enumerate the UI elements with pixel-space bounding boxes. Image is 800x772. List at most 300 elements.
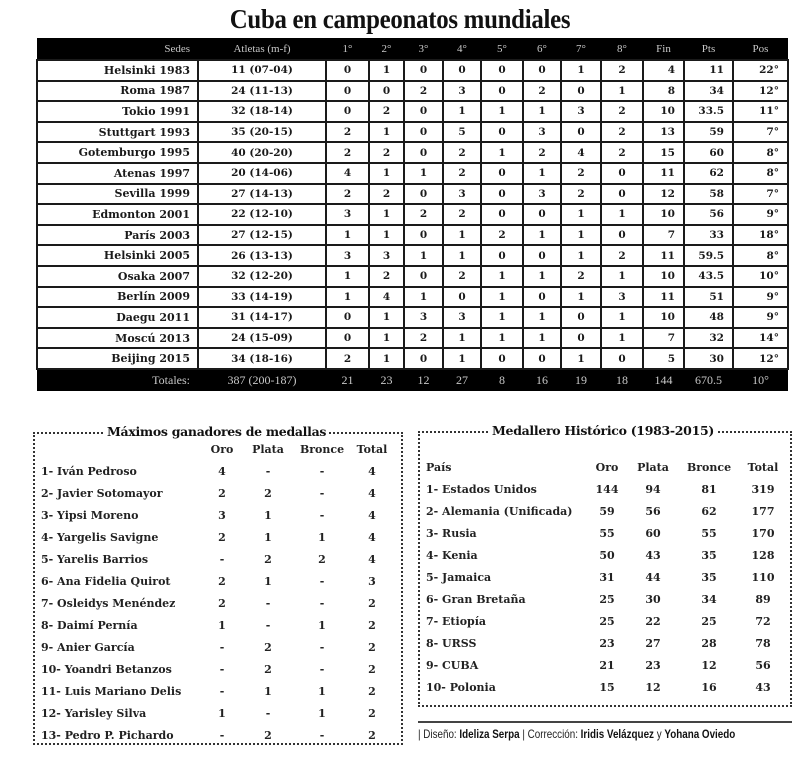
country-name: 7- Etiopía [426, 614, 487, 628]
table-cell: 0 [404, 266, 443, 287]
medal-count: 78 [755, 636, 771, 650]
medal-count: - [265, 618, 271, 632]
table-cell: 0 [481, 204, 523, 225]
table-cell: 0 [523, 348, 561, 369]
medal-count: 1 [218, 618, 226, 632]
medal-count: 128 [751, 548, 775, 562]
venue-cell: Moscú 2013 [37, 328, 198, 349]
and-word: y [656, 727, 662, 741]
table-cell: 5 [443, 122, 481, 143]
table-row [37, 287, 788, 308]
table-cell: 10° [733, 266, 788, 287]
totals-cell: 21 [326, 369, 369, 391]
medal-count: 4 [368, 486, 376, 500]
table-cell: 26 (13-13) [198, 245, 326, 266]
medal-count: 4 [368, 508, 376, 522]
medal-count: - [319, 464, 325, 478]
table-row [37, 348, 788, 369]
table-cell: 0 [523, 287, 561, 308]
medal-count: 56 [755, 658, 771, 672]
table-cell: 2 [601, 245, 643, 266]
table-cell: 2 [561, 184, 601, 205]
table-cell: 27 (14-13) [198, 184, 326, 205]
table-cell: 1 [481, 287, 523, 308]
table-cell: 30 [684, 348, 733, 369]
medal-count: - [265, 464, 271, 478]
table-cell: 27 (12-15) [198, 225, 326, 246]
table-cell: 4 [369, 287, 404, 308]
table-cell: 62 [684, 163, 733, 184]
venue-cell: Roma 1987 [37, 81, 198, 102]
medal-count: 2 [368, 706, 376, 720]
table-cell: 34 (18-16) [198, 348, 326, 369]
list-item [41, 636, 393, 658]
table-cell: 0 [404, 101, 443, 122]
table-cell: 3 [404, 307, 443, 328]
table-cell: 59.5 [684, 245, 733, 266]
medal-count: 2 [218, 596, 226, 610]
medal-count: 319 [751, 482, 775, 496]
country-name: 1- Estados Unidos [426, 482, 537, 496]
medal-count: 25 [701, 614, 717, 628]
table-cell: 59 [684, 122, 733, 143]
medal-count: 55 [701, 526, 717, 540]
totals-cell: 18 [601, 369, 643, 391]
medal-count: 4 [368, 530, 376, 544]
column-header: Plata [252, 442, 284, 456]
medal-count: 1 [318, 684, 326, 698]
venue-cell: Helsinki 1983 [37, 60, 198, 81]
table-cell: 1 [404, 287, 443, 308]
championships-table [36, 38, 789, 391]
table-cell: 9° [733, 287, 788, 308]
table-cell: 0 [369, 81, 404, 102]
list-item [41, 680, 393, 702]
medal-count: - [219, 552, 225, 566]
table-cell: 1 [601, 328, 643, 349]
corrector-name: Iridis Velázquez [580, 727, 654, 741]
medal-count: 1 [318, 706, 326, 720]
country-name: 5- Jamaica [426, 570, 492, 584]
table-cell: 1 [523, 225, 561, 246]
table-cell: 0 [481, 163, 523, 184]
table-cell: 1 [326, 225, 369, 246]
table-cell: 2 [369, 266, 404, 287]
table-cell: 1 [443, 245, 481, 266]
medal-count: 4 [218, 464, 226, 478]
table-cell: 2 [404, 328, 443, 349]
medal-count: - [319, 574, 325, 588]
medal-count: - [319, 728, 325, 742]
table-cell: 0 [523, 60, 561, 81]
table-cell: 0 [326, 101, 369, 122]
table-cell: 34 [684, 81, 733, 102]
table-cell: 0 [326, 307, 369, 328]
table-cell: 8° [733, 163, 788, 184]
table-cell: 3 [561, 101, 601, 122]
medal-count: 2 [368, 684, 376, 698]
table-cell: 0 [443, 60, 481, 81]
table-cell: 43.5 [684, 266, 733, 287]
medal-count: - [319, 508, 325, 522]
table-cell: 18° [733, 225, 788, 246]
table-cell: 1 [443, 225, 481, 246]
athlete-name: 1- Iván Pedroso [41, 464, 137, 478]
medal-count: - [319, 486, 325, 500]
historic-medals-header-row [426, 456, 786, 478]
column-header: Oro [210, 442, 234, 456]
medal-count: 2 [368, 728, 376, 742]
medal-count: 2 [218, 486, 226, 500]
table-cell: 0 [561, 122, 601, 143]
table-cell: 1 [561, 287, 601, 308]
table-cell: 2 [443, 163, 481, 184]
medal-count: 22 [645, 614, 661, 628]
footer-separator: | [418, 727, 421, 741]
table-cell: 0 [326, 60, 369, 81]
column-header: Bronce [299, 442, 345, 456]
table-cell: 12° [733, 81, 788, 102]
table-cell: 1 [369, 225, 404, 246]
table-cell: 1 [601, 81, 643, 102]
list-item [426, 588, 786, 610]
column-header: 4° [443, 38, 481, 60]
table-cell: 3 [523, 122, 561, 143]
table-cell: 0 [481, 81, 523, 102]
column-header: Plata [637, 460, 669, 474]
table-row [37, 163, 788, 184]
table-row [37, 81, 788, 102]
medal-count: 1 [218, 706, 226, 720]
table-cell: 1 [561, 225, 601, 246]
table-cell: 8 [643, 81, 684, 102]
venue-cell: Edmonton 2001 [37, 204, 198, 225]
list-item [426, 566, 786, 588]
table-cell: 12° [733, 348, 788, 369]
table-row [37, 225, 788, 246]
medal-count: 12 [645, 680, 661, 694]
athlete-name: 13- Pedro P. Pichardo [41, 728, 174, 742]
totals-label: Totales: [37, 369, 198, 391]
table-cell: 0 [481, 184, 523, 205]
table-row [37, 266, 788, 287]
athlete-name: 8- Daimí Pernía [41, 618, 138, 632]
medal-count: 2 [264, 640, 272, 654]
table-cell: 1 [523, 307, 561, 328]
table-cell: 24 (11-13) [198, 81, 326, 102]
credits-footer [418, 727, 735, 741]
table-cell: 11° [733, 101, 788, 122]
totals-cell: 10° [733, 369, 788, 391]
column-header: Sedes [37, 38, 198, 60]
totals-cell: 8 [481, 369, 523, 391]
table-cell: 13 [643, 122, 684, 143]
table-cell: 32 [684, 328, 733, 349]
table-cell: 2 [326, 122, 369, 143]
table-cell: 0 [601, 163, 643, 184]
table-cell: 0 [404, 60, 443, 81]
venue-cell: París 2003 [37, 225, 198, 246]
medal-count: 43 [755, 680, 771, 694]
table-cell: 10 [643, 204, 684, 225]
column-header: 6° [523, 38, 561, 60]
correction-label: Corrección: [527, 727, 578, 741]
table-cell: 1 [369, 122, 404, 143]
table-cell: 1 [369, 60, 404, 81]
table-cell: 1 [561, 245, 601, 266]
table-cell: 1 [481, 307, 523, 328]
table-cell: 2 [326, 142, 369, 163]
medal-count: 35 [701, 548, 717, 562]
list-item [41, 504, 393, 526]
table-cell: 1 [404, 245, 443, 266]
medal-count: 31 [599, 570, 615, 584]
medal-count: 23 [599, 636, 615, 650]
table-cell: 0 [523, 245, 561, 266]
column-header: 7° [561, 38, 601, 60]
medal-count: - [319, 662, 325, 676]
athlete-name: 7- Osleidys Menéndez [41, 596, 176, 610]
table-cell: 3 [443, 81, 481, 102]
medal-count: 177 [751, 504, 775, 518]
table-cell: 0 [601, 225, 643, 246]
historic-medals-title: Medallero Histórico (1983-2015) [492, 423, 714, 438]
medal-count: 2 [264, 662, 272, 676]
table-cell: 2 [601, 101, 643, 122]
country-name: 9- CUBA [426, 658, 479, 672]
table-cell: 7° [733, 122, 788, 143]
top-medalists-header-row [41, 438, 393, 460]
table-cell: 0 [404, 142, 443, 163]
medal-count: 59 [599, 504, 615, 518]
table-row [37, 204, 788, 225]
table-cell: 35 (20-15) [198, 122, 326, 143]
column-header: 2° [369, 38, 404, 60]
totals-cell: 144 [643, 369, 684, 391]
venue-cell: Tokio 1991 [37, 101, 198, 122]
table-cell: 2 [561, 266, 601, 287]
table-cell: 40 (20-20) [198, 142, 326, 163]
table-cell: 24 (15-09) [198, 328, 326, 349]
column-header: Total [747, 460, 779, 474]
designer-name: Ideliza Serpa [459, 727, 520, 741]
table-row [37, 307, 788, 328]
medal-count: 2 [264, 552, 272, 566]
totals-cell: 670.5 [684, 369, 733, 391]
list-item [41, 702, 393, 724]
medal-count: 25 [599, 592, 615, 606]
table-cell: 2 [369, 142, 404, 163]
table-header-row [37, 38, 788, 60]
medal-count: 1 [264, 508, 272, 522]
table-cell: 1 [326, 287, 369, 308]
table-cell: 2 [523, 81, 561, 102]
table-cell: 58 [684, 184, 733, 205]
table-cell: 3 [443, 184, 481, 205]
table-cell: 0 [326, 328, 369, 349]
medal-count: - [265, 596, 271, 610]
table-cell: 0 [481, 245, 523, 266]
list-item [41, 724, 393, 746]
medal-count: 25 [599, 614, 615, 628]
footer-divider [418, 721, 792, 723]
table-cell: 1 [601, 307, 643, 328]
medal-count: - [319, 640, 325, 654]
list-item [426, 676, 786, 698]
table-cell: 1 [601, 266, 643, 287]
athlete-name: 5- Yarelis Barrios [41, 552, 149, 566]
country-name: 8- URSS [426, 636, 477, 650]
table-cell: 1 [369, 348, 404, 369]
table-cell: 0 [404, 348, 443, 369]
table-cell: 31 (14-17) [198, 307, 326, 328]
top-medalists-title: Máximos ganadores de medallas [107, 424, 327, 439]
venue-cell: Beijing 2015 [37, 348, 198, 369]
medal-count: 21 [599, 658, 615, 672]
medal-count: 60 [645, 526, 661, 540]
table-cell: 33.5 [684, 101, 733, 122]
column-header: 3° [404, 38, 443, 60]
table-cell: 2 [601, 60, 643, 81]
table-cell: 20 (14-06) [198, 163, 326, 184]
table-cell: 1 [443, 101, 481, 122]
medal-count: 2 [368, 640, 376, 654]
table-cell: 9° [733, 307, 788, 328]
corrector-name: Yohana Oviedo [664, 727, 736, 741]
table-row [37, 122, 788, 143]
country-name: 2- Alemania (Unificada) [426, 504, 573, 518]
athlete-name: 9- Anier García [41, 640, 135, 654]
table-cell: 3 [443, 307, 481, 328]
table-cell: 1 [481, 328, 523, 349]
table-cell: 7 [643, 225, 684, 246]
table-cell: 4 [643, 60, 684, 81]
medal-count: - [219, 728, 225, 742]
table-cell: 0 [404, 122, 443, 143]
medal-count: 2 [264, 728, 272, 742]
list-item [41, 548, 393, 570]
table-cell: 2 [481, 225, 523, 246]
totals-cell: 16 [523, 369, 561, 391]
table-cell: 32 (18-14) [198, 101, 326, 122]
table-row [37, 101, 788, 122]
table-cell: 3 [523, 184, 561, 205]
table-cell: 1 [369, 204, 404, 225]
table-cell: 0 [481, 60, 523, 81]
athlete-name: 11- Luis Mariano Delis [41, 684, 182, 698]
athlete-name: 10- Yoandri Betanzos [41, 662, 172, 676]
country-name: 6- Gran Bretaña [426, 592, 526, 606]
table-cell: 22 (12-10) [198, 204, 326, 225]
list-item [426, 500, 786, 522]
table-cell: 2 [523, 142, 561, 163]
table-cell: 0 [443, 287, 481, 308]
medal-count: 50 [599, 548, 615, 562]
medal-count: 144 [595, 482, 619, 496]
table-cell: 3 [369, 245, 404, 266]
table-cell: 56 [684, 204, 733, 225]
medal-count: 170 [751, 526, 775, 540]
table-row [37, 328, 788, 349]
table-cell: 1 [404, 163, 443, 184]
column-header: 5° [481, 38, 523, 60]
totals-cell: 12 [404, 369, 443, 391]
table-cell: 7 [643, 328, 684, 349]
table-cell: 22° [733, 60, 788, 81]
table-cell: 0 [523, 204, 561, 225]
list-item [426, 522, 786, 544]
column-header-empty [41, 438, 201, 460]
table-cell: 11 [684, 60, 733, 81]
venue-cell: Sevilla 1999 [37, 184, 198, 205]
table-cell: 1 [443, 328, 481, 349]
list-item [41, 460, 393, 482]
list-item [426, 654, 786, 676]
table-cell: 3 [326, 245, 369, 266]
medal-count: 1 [318, 618, 326, 632]
table-cell: 2 [443, 266, 481, 287]
footer-separator: | [522, 727, 525, 741]
table-cell: 4 [561, 142, 601, 163]
table-cell: 7° [733, 184, 788, 205]
design-label: Diseño: [423, 727, 457, 741]
medal-count: 15 [599, 680, 615, 694]
column-header: Pos [733, 38, 788, 60]
table-row [37, 245, 788, 266]
table-cell: 51 [684, 287, 733, 308]
table-cell: 10 [643, 101, 684, 122]
medal-count: - [219, 640, 225, 654]
totals-cell: 23 [369, 369, 404, 391]
column-header: 1° [326, 38, 369, 60]
table-cell: 1 [369, 328, 404, 349]
table-cell: 2 [404, 81, 443, 102]
medal-count: 2 [264, 486, 272, 500]
list-item [426, 610, 786, 632]
venue-cell: Stuttgart 1993 [37, 122, 198, 143]
medal-count: 56 [645, 504, 661, 518]
medal-count: - [319, 596, 325, 610]
table-cell: 2 [561, 163, 601, 184]
table-row [37, 60, 788, 81]
medal-count: 2 [368, 662, 376, 676]
table-cell: 0 [404, 225, 443, 246]
table-cell: 0 [601, 348, 643, 369]
medal-count: 4 [368, 552, 376, 566]
list-item [41, 658, 393, 680]
list-item [41, 482, 393, 504]
table-cell: 60 [684, 142, 733, 163]
table-cell: 3 [601, 287, 643, 308]
medal-count: 81 [701, 482, 717, 496]
table-cell: 5 [643, 348, 684, 369]
table-row [37, 184, 788, 205]
table-cell: 11 (07-04) [198, 60, 326, 81]
table-cell: 1 [443, 348, 481, 369]
athlete-name: 12- Yarisley Silva [41, 706, 147, 720]
table-cell: 2 [601, 142, 643, 163]
table-cell: 1 [369, 163, 404, 184]
column-header: Oro [595, 460, 619, 474]
venue-cell: Daegu 2011 [37, 307, 198, 328]
totals-cell: 19 [561, 369, 601, 391]
venue-cell: Atenas 1997 [37, 163, 198, 184]
athlete-name: 3- Yipsi Moreno [41, 508, 139, 522]
table-cell: 1 [326, 266, 369, 287]
column-header: País [426, 460, 452, 474]
table-cell: 2 [326, 184, 369, 205]
page-title: Cuba en campeonatos mundiales [229, 4, 571, 34]
